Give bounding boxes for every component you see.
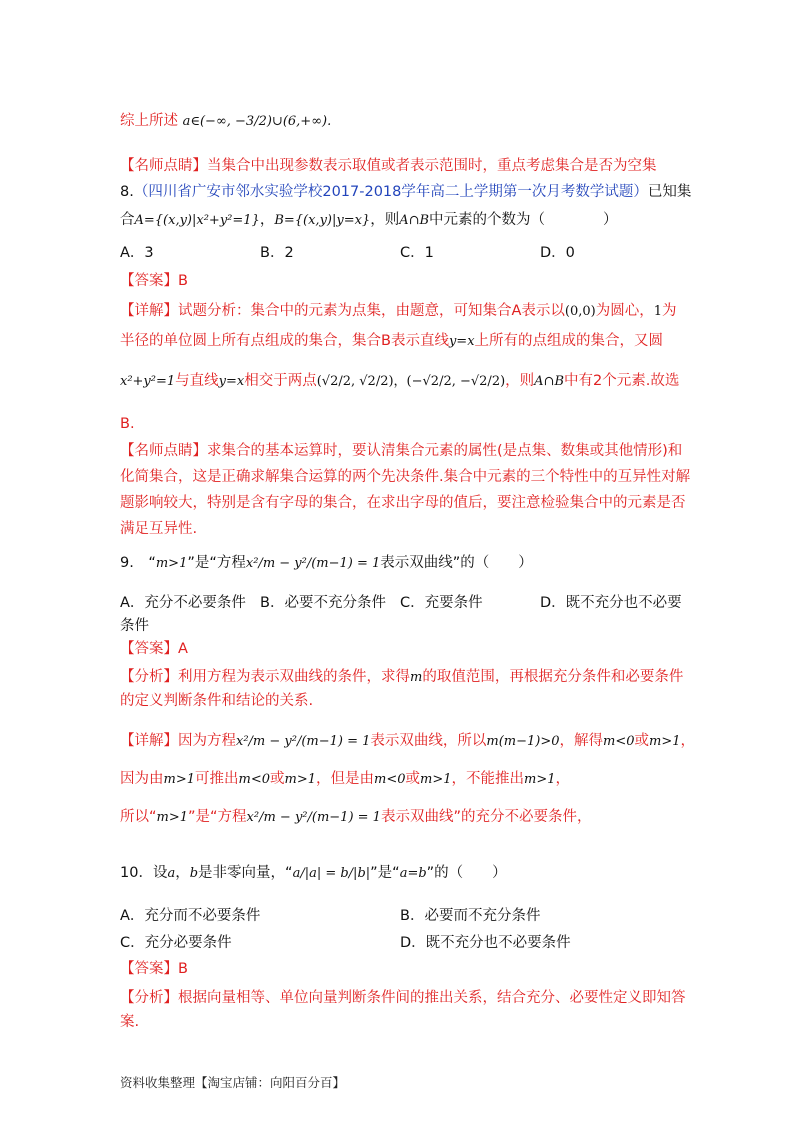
q8-stem-text: 合 [120,212,135,228]
detail-text: ，但是由 [316,771,374,787]
q10-analysis-line1 [120,987,690,1009]
tip-text: 题影响较大，特别是含有字母的集合，在求出字母的值后，要注意检验集合中的元素是否 [120,495,686,511]
q10-stem-text: ”是“ [370,865,400,881]
detail-text: ”是“方程 [188,809,247,825]
detail-math: (0,0) [564,304,596,319]
detail-text: 或 [270,771,285,787]
detail-text: ， [555,771,570,787]
q9-analysis-line2 [120,690,690,712]
q8-option-a: A．3 [120,245,154,261]
detail-text: ，不能推出 [451,771,524,787]
q9-detail-line2 [120,768,690,791]
detail-math: y=x [448,334,475,349]
q8-stem-text: ，则 [370,212,400,228]
q10-stem-text: ”的（ ） [426,865,507,881]
q8-detail-line4 [120,413,690,435]
detail-text: 试题分析：集合中的元素为点集，由题意，可知集合A表示以 [178,303,565,319]
summary-math: a∈(−∞, −3/2)∪(6,+∞). [182,114,332,129]
tip-text: 满足互异性. [120,521,198,537]
detail-math: A∩B [534,374,565,389]
detail-math: m<0 [603,734,635,749]
summary-line [120,110,690,133]
detail-math: x²+y²=1 [120,374,176,389]
q9-option-d-wrap: 条件 [120,618,149,634]
detail-math: m>1 [649,734,681,749]
detail-text: 所以“ [120,809,157,825]
answer-value: A [178,641,188,657]
detail-text: 上所有的点组成的集合，又圆 [474,333,664,349]
detail-text: 因为由 [120,771,164,787]
detail-text: 中有2个元素.故选 [564,373,680,389]
detail-math: m(m−1)>0 [486,734,560,749]
q10-equation-2: a=b [399,866,427,881]
detail-label: 【详解】 [120,733,178,749]
q8-set-b: B={(x,y)|y=x} [274,213,371,228]
q10-option-a: A．充分而不必要条件 [120,908,261,924]
detail-text: ，解得 [559,733,604,749]
detail-text: 相交于两点 [244,373,317,389]
detail-label: 【详解】 [120,303,178,319]
q9-detail-line1 [120,730,696,753]
analysis-math: m [410,670,423,685]
q10-stem-text: 是非零向量，“ [198,865,293,881]
analysis-text: 利用方程为表示双曲线的条件，求得 [178,669,410,685]
q8-stem-text: 中元素的个数为（ ） [429,212,618,228]
tip-text: 化简集合，这是正确求解集合运算的两个先决条件.集合中元素的三个特性中的互异性对解 [120,469,691,485]
detail-math: 1 [653,304,663,319]
q8-stem-line2: 合A={(x,y)|x²+y²=1}，B={(x,y)|y=x}，则A∩B中元素的个数为（ ） [120,212,618,228]
q8-intersection: A∩B [399,213,430,228]
analysis-label: 【分析】 [120,669,178,685]
analysis-label: 【分析】 [120,990,178,1006]
detail-math: m>1 [156,810,189,825]
q9-option-a: A．充分不必要条件 [120,595,246,611]
q9-option-d: D．既不充分也不必要 [540,595,682,611]
detail-text: 与直线 [175,373,219,389]
detail-text: 或 [405,771,420,787]
q8-number: 8. [120,184,134,200]
q9-stem-text: 9. “ [120,555,156,571]
detail-text: 半径的单位圆上所有点组成的集合，集合B表示直线 [120,333,449,349]
q9-option-b: B．必要不充分条件 [260,595,386,611]
detail-text: 为圆心， [595,303,654,319]
q10-stem [120,862,690,885]
detail-text: ，则 [505,373,535,389]
q8-stem-tail: 已知集 [647,184,692,200]
q8-option-d: D．0 [540,245,575,261]
page-footer: 资料收集整理【淘宝店铺：向阳百分百】 [120,1075,346,1090]
q8-stem-line1 [120,181,690,203]
tip-text: 求集合的基本运算时，要认清集合元素的属性(是点集、数集或其他情形)和 [207,443,683,459]
tip-label: 【名师点睛】 [120,443,207,459]
detail-math: x²/m − y²/(m−1) = 1 [236,734,371,749]
answer-label: 【答案】 [120,641,178,657]
q10-analysis-line2 [120,1011,690,1033]
q10-option-c: C．充分必要条件 [120,935,232,951]
q10-vector-a: a [167,866,176,881]
analysis-text: 根据向量相等、单位向量判断条件间的推出关系，结合充分、必要性定义即知答 [178,990,686,1006]
detail-text: 为 [662,303,677,319]
detail-math: (√2/2, √2/2)，(−√2/2, −√2/2) [316,374,506,389]
q9-stem-text: ”是“方程 [187,555,246,571]
detail-math: m>1 [284,772,316,787]
q10-answer [120,958,690,980]
detail-text: ， [680,733,696,749]
summary-text: 综上所述 [120,113,178,129]
detail-math: m<0 [374,772,406,787]
q9-analysis-line1 [120,666,690,689]
answer-value: B [178,273,188,289]
detail-math: m>1 [524,772,556,787]
detail-text: 可推出 [195,771,239,787]
answer-label: 【答案】 [120,273,178,289]
q9-answer [120,638,690,660]
q8-note-line2 [120,466,690,488]
q10-equation: a/|a| = b/|b| [292,866,371,881]
detail-math: m>1 [163,772,195,787]
detail-text: 或 [634,733,650,749]
q8-detail-line2 [120,330,690,353]
q10-option-b: B．必要而不充分条件 [400,908,541,924]
q9-option-wrap [120,615,690,637]
detail-math: y=x [218,374,245,389]
q8-set-a: A={(x,y)|x²+y²=1} [134,213,260,228]
q8-option-b: B．2 [260,245,294,261]
q10-vector-b: b [189,866,199,881]
detail-math: x²/m − y²/(m−1) = 1 [246,810,381,825]
q9-option-c: C．充要条件 [400,595,483,611]
tip-label: 【名师点睛】 [120,158,207,174]
detail-text: B. [120,416,135,432]
analysis-text: 案. [120,1014,140,1030]
q8-note-line1 [120,440,690,462]
q9-condition: m>1 [155,556,188,571]
q9-detail-line3 [120,806,690,829]
q8-option-c: C．1 [400,245,434,261]
q8-source: （四川省广安市邻水实验学校2017-2018学年高二上学期第一次月考数学试题） [133,184,648,200]
tip-line [120,155,690,177]
q9-stem-text: 表示双曲线”的（ ） [380,555,533,571]
q10-option-d: D．既不充分也不必要条件 [400,935,571,951]
detail-math: m<0 [238,772,270,787]
analysis-text: 的取值范围，再根据充分条件和必要条件 [422,669,684,685]
detail-text: 表示双曲线，所以 [370,733,487,749]
q8-detail-line1 [120,300,690,323]
detail-text: 表示双曲线”的充分不必要条件， [380,809,592,825]
detail-text: 因为方程 [178,733,236,749]
answer-label: 【答案】 [120,961,178,977]
q8-note-line4 [120,518,690,540]
q8-detail-line3 [120,370,690,393]
q9-stem [120,552,690,575]
q8-note-line3 [120,492,690,514]
detail-math: m>1 [420,772,452,787]
analysis-text: 的定义判断条件和结论的关系. [120,693,314,709]
tip-text: 当集合中出现参数表示取值或者表示范围时，重点考虑集合是否为空集 [207,158,657,174]
q10-stem-text: ， [175,865,190,881]
answer-value: B [178,961,188,977]
q9-equation: x²/m − y²/(m−1) = 1 [245,556,381,571]
q8-answer [120,270,690,292]
q10-stem-text: 10．设 [120,865,168,881]
